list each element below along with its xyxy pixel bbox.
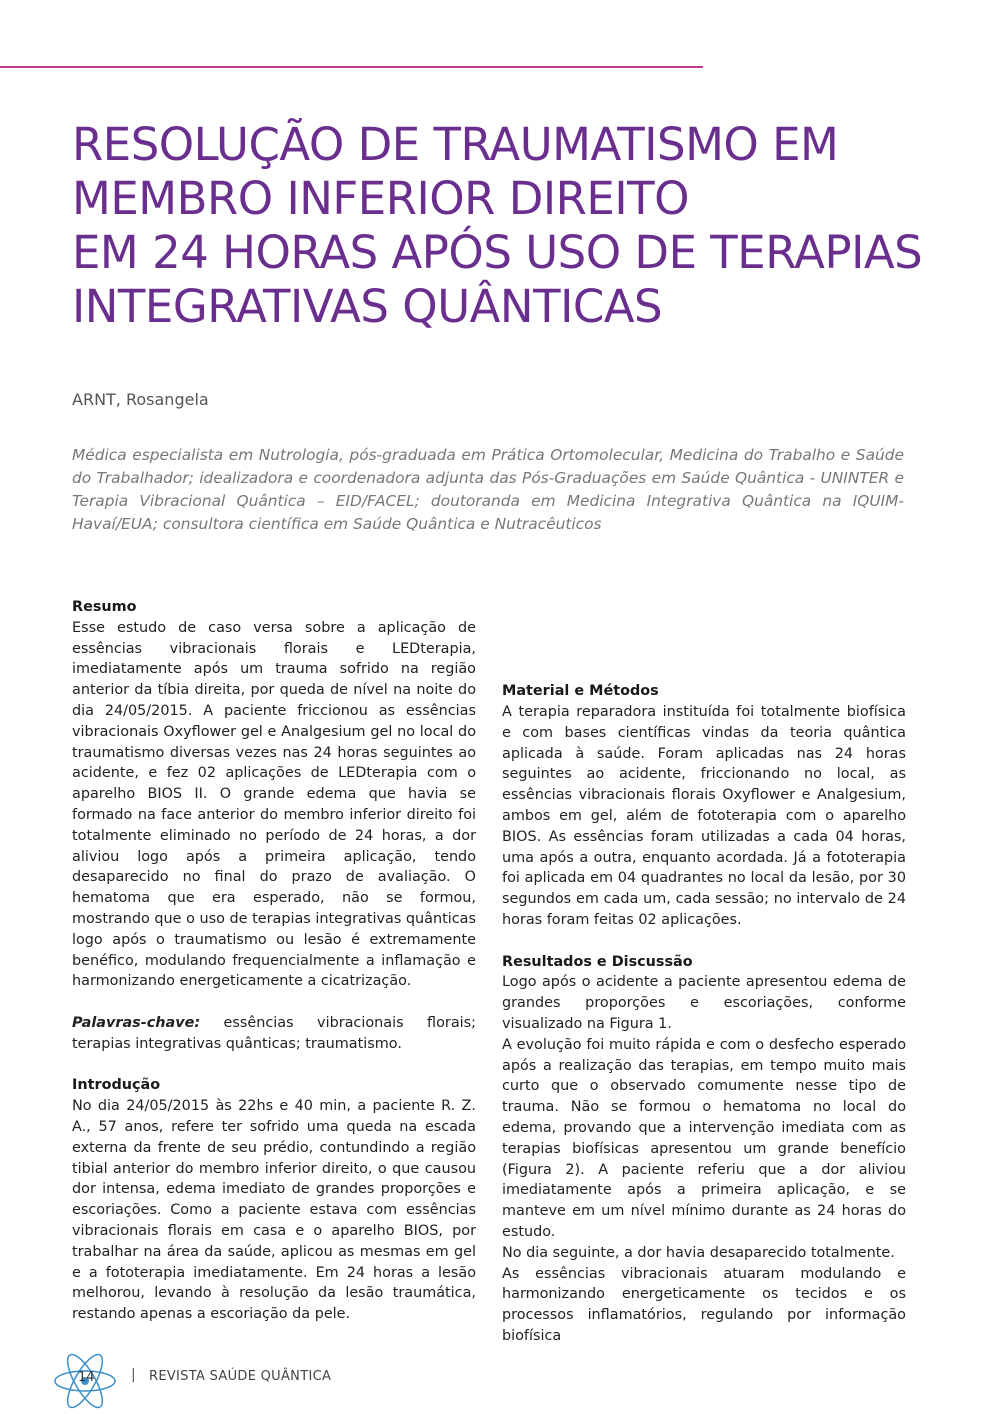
section-heading-material: Material e Métodos (502, 683, 659, 700)
material-text: A terapia reparadora instituída foi totalmente biofísica e com bases científicas vindas da teoria quântica aplicada à saúde. Foram aplicadas nas 24 horas seguintes ao acidente, friccionando no local, as essências vibracionais florais Oxyflower e Analgesium, ambos em gel, além de fototerapia com o aparelho BIOS. As essências foram utilizadas a cada 04 horas, uma após a outra, enquanto acordada. Já a fototerapia foi aplicada em 04 quadrantes no local da lesão, por 30 segundos em cada um, cada sessão; no intervalo de 24 horas foram feitas 02 aplicações. (502, 703, 906, 928)
title-line: EM 24 HORAS APÓS USO DE TERAPIAS (72, 226, 923, 279)
title-line: RESOLUÇÃO DE TRAUMATISMO EM (72, 118, 839, 171)
resultados-paragraph: Logo após o acidente a paciente apresentou edema de grandes proporções e escoriações, conforme visualizado na Figura 1. (502, 974, 906, 1032)
footer-separator: | (131, 1367, 136, 1383)
top-accent-rule (0, 66, 703, 68)
section-heading-introducao: Introdução (72, 1077, 161, 1094)
author-name: ARNT, Rosangela (72, 390, 209, 409)
keywords-text: essências vibracionais florais; terapias integrativas quânticas; traumatismo. (72, 1014, 476, 1052)
article-title (72, 118, 952, 334)
section-heading-resumo: Resumo (72, 599, 137, 615)
author-affiliation: Médica especialista em Nutrologia, pós-graduada em Prática Ortomolecular, Medicina do Trabalho e Saúde do Trabalhador; idealizadora e coordenadora adjunta das Pós-Graduações em Saúde Quântica - UNINTER e Terapia Vibracional Quântica – EID/FACEL; doutoranda em Medicina Integrativa Quântica na IQUIM-Havaí/EUA; consultora científica em Saúde Quântica e Nutracêuticos (72, 446, 904, 533)
journal-name: REVISTA SAÚDE QUÂNTICA (149, 1369, 332, 1384)
right-column (502, 598, 906, 1347)
resultados-paragraph: As essências vibracionais atuaram modulando e harmonizando energeticamente os tecidos e os processos inflamatórios, regulando por informação biofísica (502, 1265, 906, 1344)
title-line: MEMBRO INFERIOR DIREITO (72, 172, 690, 225)
introducao-text: No dia 24/05/2015 às 22hs e 40 min, a paciente R. Z. A., 57 anos, refere ter sofrido uma queda na escada externa da frente de seu prédio, contundindo a região tibial anterior do membro inferior direito, o que causou dor intensa, edema imediato de grandes proporções e escoriações. Como a paciente estava com essências vibracionais florais em casa e o aparelho BIOS, por trabalhar na área da saúde, aplicou as mesmas em gel e a fototerapia imediatamente. Em 24 horas a lesão melhorou, levando à resolução da lesão traumática, restando apenas a escoriação da pele. (72, 1098, 476, 1323)
section-heading-resultados: Resultados e Discussão (502, 953, 693, 970)
resumo-text: Esse estudo de caso versa sobre a aplicação de essências vibracionais florais e LEDterapia, imediatamente após um trauma sofrido na região anterior da tíbia direita, por queda de nível na noite do dia 24/05/2015. A paciente friccionou as essências vibracionais Oxyflower gel e Analgesium gel no local do traumatismo diversas vezes nas 24 horas seguintes ao acidente, e fez 02 aplicações de LEDterapia com o aparelho BIOS II. O grande edema que havia se formado na face anterior do membro inferior direito foi totalmente eliminado no período de 24 horas, a dor aliviou logo após a primeira aplicação, tendo desaparecido no final do prazo de avaliação. O hematoma que era esperado, não se formou, mostrando que o uso de terapias integrativas quânticas logo após o traumatismo ou lesão é extremamente benéfico, modulando frequencialmente a inflamação e harmonizando energeticamente a cicatrização. (72, 619, 476, 990)
title-line: INTEGRATIVAS QUÂNTICAS (72, 280, 663, 333)
resultados-paragraph: A evolução foi muito rápida e com o desfecho esperado após a realização das terapias, em tempo muito mais curto que o observado comumente nesse tipo de trauma. Não se formou o hematoma no local do edema, provando que a intervenção imediata com as terapias biofísicas apresentou um grande benefício (Figura 2). A paciente referiu que a dor aliviou imediatamente após a primeira aplicação, e se manteve em um nível mínimo durante as 24 horas do estudo. (502, 1036, 906, 1240)
page-number: 14 (78, 1370, 95, 1385)
keywords-label: Palavras-chave: (72, 1014, 201, 1031)
left-column (72, 597, 476, 1325)
keywords (72, 1013, 476, 1055)
resultados-paragraph: No dia seguinte, a dor havia desaparecido totalmente. (502, 1244, 895, 1261)
